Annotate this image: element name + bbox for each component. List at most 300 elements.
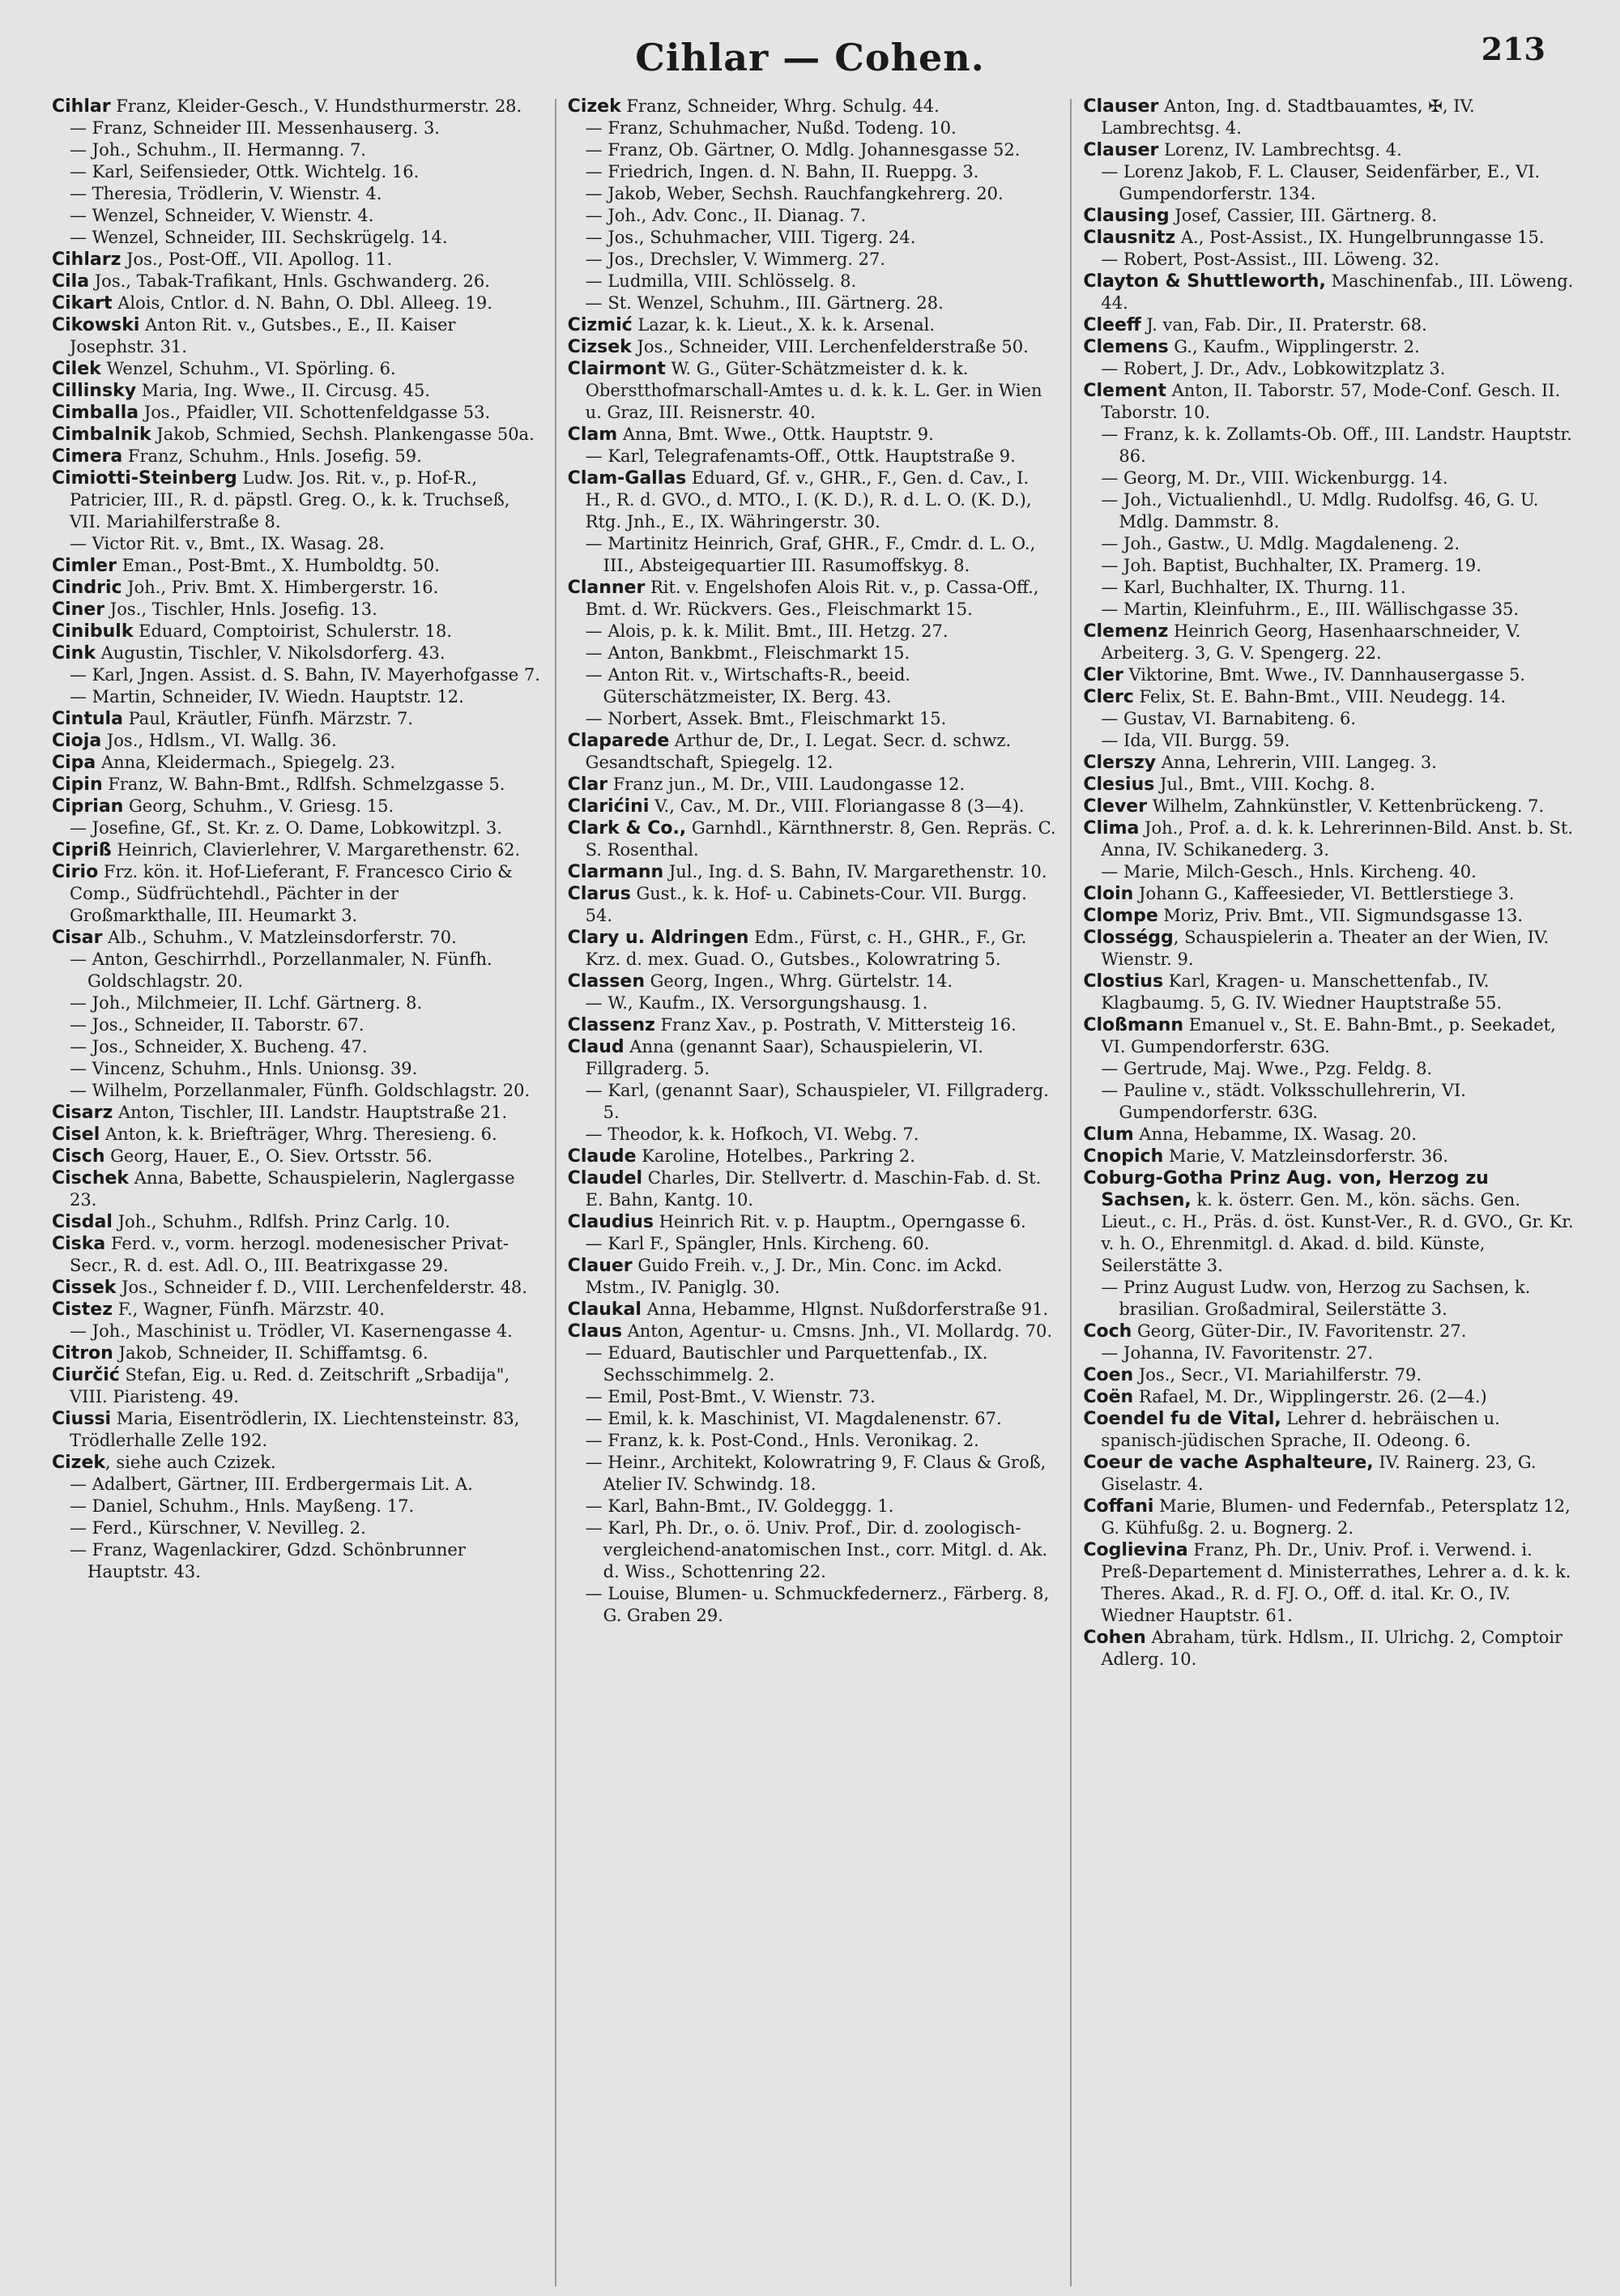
- entry-surname: Cillinsky: [52, 381, 137, 401]
- directory-entry: [567, 817, 1062, 861]
- entry-text: Alb., Schuhm., V. Matzleinsdorferstr. 70.: [102, 928, 457, 947]
- directory-entry: [52, 992, 544, 1014]
- entry-surname: Clerc: [1083, 687, 1134, 707]
- entry-text: — Jos., Schuhmacher, VIII. Tigerg. 24.: [585, 228, 916, 247]
- entry-surname: Cila: [52, 271, 90, 292]
- entry-surname: Cirio: [52, 862, 99, 882]
- directory-entry: [568, 183, 1059, 205]
- entry-text: Eduard, Gf. v., GHR., F., Gen. d. Cav., I. H., R. d. GVO., d. MTO., I. (K. D.), R. d. L. O. (K. D.), Rtg. Jnh., E., IX. Währingerstr. 30.: [585, 468, 1038, 531]
- directory-entry: [52, 774, 544, 796]
- entry-surname: Cioja: [52, 731, 102, 751]
- entry-surname: Cizek: [567, 96, 621, 117]
- directory-entry: [568, 1517, 1059, 1583]
- directory-entry: [1083, 467, 1575, 489]
- directory-entry: [1083, 1386, 1575, 1408]
- entry-text: Emanuel v., St. E. Bahn-Bmt., p. Seekadet, VI. Gumpendorferstr. 63G.: [1101, 1015, 1562, 1056]
- directory-entry: [568, 1583, 1059, 1627]
- entry-text: Jos., Pfaidler, VII. Schottenfeldgasse 53.: [139, 403, 491, 422]
- directory-entry: [1083, 555, 1575, 577]
- entry-text: A., Post-Assist., IX. Hungelbrunngasse 15.: [1175, 228, 1545, 247]
- entry-text: — Martin, Schneider, IV. Wiedn. Hauptstr. 12.: [70, 687, 464, 706]
- entry-surname: Clemenz: [1083, 621, 1169, 642]
- entry-surname: Coën: [1083, 1387, 1134, 1407]
- entry-text: — Joh., Milchmeier, II. Lchf. Gärtnerg. 8.: [70, 993, 423, 1013]
- entry-text: Georg, Schuhm., V. Griesg. 15.: [123, 796, 394, 816]
- directory-entry: [1083, 336, 1575, 358]
- entry-surname: Cisch: [52, 1146, 105, 1167]
- entry-text: k. k. österr. Gen. M., kön. sächs. Gen. Lieut., c. H., Präs. d. öst. Kunst-Ver., R. d. GVO., Gr. Kr. v. h. O., Ehrenmitgl. d. Akad. d. bild. Künste, Seilerstätte 3.: [1101, 1190, 1580, 1275]
- entry-surname: Clanner: [567, 578, 646, 598]
- entry-text: Viktorine, Bmt. Wwe., IV. Dannhausergasse 5.: [1123, 665, 1526, 685]
- directory-entry: [52, 424, 544, 446]
- directory-entry: [568, 249, 1059, 271]
- directory-entry: [52, 358, 544, 380]
- directory-entry: [1083, 971, 1575, 1014]
- entry-surname: Clark & Co.,: [567, 818, 687, 839]
- directory-entry: [1083, 1539, 1575, 1627]
- directory-entry: [568, 1036, 1059, 1080]
- entry-text: Wilhelm, Zahnkünstler, V. Kettenbrückeng. 7.: [1147, 796, 1545, 816]
- directory-entry: [568, 1430, 1059, 1452]
- entry-text: — Alois, p. k. k. Milit. Bmt., III. Hetzg. 27.: [585, 621, 949, 641]
- entry-surname: Ciussi: [52, 1409, 112, 1429]
- directory-entry: [1083, 905, 1575, 927]
- entry-surname: Clement: [1083, 381, 1166, 401]
- entry-text: , Schauspielerin a. Theater an der Wien, IV. Wienstr. 9.: [1101, 928, 1554, 969]
- entry-text: , siehe auch Czizek.: [105, 1453, 276, 1472]
- directory-entry: [1083, 249, 1575, 271]
- directory-entry: [1083, 730, 1575, 752]
- directory-entry: [52, 292, 544, 314]
- entry-surname: Coglievina: [1083, 1540, 1188, 1560]
- directory-entry: [52, 730, 544, 752]
- directory-entry: [568, 1321, 1059, 1342]
- entry-text: Joh., Schuhm., Rdlfsh. Prinz Carlg. 10.: [112, 1212, 450, 1231]
- entry-text: Franz, Schuhm., Hnls. Josefig. 59.: [122, 446, 422, 466]
- column-1: [52, 96, 544, 2286]
- entry-text: IV. Rainerg. 23, G. Giselastr. 4.: [1101, 1453, 1542, 1494]
- entry-surname: Ciner: [52, 600, 105, 620]
- directory-entry: [1083, 205, 1575, 227]
- entry-text: — Jos., Drechsler, V. Wimmerg. 27.: [585, 250, 886, 269]
- directory-entry: [568, 1342, 1059, 1386]
- entry-text: Heinrich Georg, Hasenhaarschneider, V. Arbeiterg. 3, G. V. Spengerg. 22.: [1101, 621, 1527, 663]
- entry-surname: Clam: [567, 425, 618, 445]
- entry-text: Jos., Schneider f. D., VIII. Lerchenfelderstr. 48.: [116, 1278, 527, 1297]
- entry-surname: Cinibulk: [52, 621, 134, 642]
- directory-entry: [568, 446, 1059, 467]
- entry-surname: Claukal: [567, 1300, 642, 1320]
- directory-entry: [568, 708, 1059, 730]
- page-number: 213: [1481, 31, 1545, 67]
- entry-text: Anna, Hebamme, IX. Wasag. 20.: [1133, 1125, 1418, 1144]
- directory-entry: [52, 96, 544, 117]
- directory-entry: [52, 380, 544, 402]
- entry-text: Garnhdl., Kärnthnerstr. 8, Gen. Repräs. C. S. Rosenthal.: [585, 818, 1062, 860]
- entry-text: — Robert, Post-Assist., III. Löweng. 32.: [1101, 250, 1440, 269]
- entry-surname: Cisdal: [52, 1212, 113, 1232]
- entry-surname: Clauser: [1083, 140, 1159, 160]
- page-header: [0, 31, 1620, 104]
- directory-entry: [568, 1299, 1059, 1321]
- directory-entry: [52, 1014, 544, 1036]
- directory-entry: [1083, 227, 1575, 249]
- entry-surname: Citron: [52, 1343, 113, 1364]
- directory-entry: [1083, 796, 1575, 817]
- directory-entry: [568, 1233, 1059, 1255]
- entry-surname: Coeur de vache Asphalteure,: [1083, 1453, 1374, 1473]
- entry-text: Anna (genannt Saar), Schauspielerin, VI. Fillgraderg. 5.: [585, 1037, 989, 1078]
- entry-text: V., Cav., M. Dr., VIII. Floriangasse 8 (3—4).: [649, 796, 1025, 816]
- directory-entry: [52, 467, 544, 533]
- entry-text: Anton, II. Taborstr. 57, Mode-Conf. Gesch. II. Taborstr. 10.: [1101, 381, 1566, 422]
- entry-surname: Cihlar: [52, 96, 111, 117]
- entry-text: Franz, Ph. Dr., Univ. Prof. i. Verwend. i. Preß-Departement d. Ministerrathes, Lehrer a. d. k. k. Theres. Akad., R. d. FJ. O., Off. d. ital. Kr. O., IV. Wiedner Hauptstr. 61.: [1101, 1540, 1577, 1625]
- entry-surname: Cizsek: [567, 337, 632, 357]
- entry-text: Anton, Ing. d. Stadtbauamtes, ✠, IV. Lambrechtsg. 4.: [1101, 96, 1481, 138]
- directory-entry: [52, 1080, 544, 1102]
- entry-surname: Cleeff: [1083, 315, 1141, 335]
- directory-entry: [52, 664, 544, 686]
- entry-surname: Cisarz: [52, 1103, 113, 1123]
- entry-text: — Prinz August Ludw. von, Herzog zu Sachsen, k. brasilian. Großadmiral, Seilerstätte 3.: [1101, 1278, 1537, 1319]
- entry-text: — Marie, Milch-Gesch., Hnls. Kircheng. 40.: [1101, 862, 1477, 881]
- entry-text: Jul., Bmt., VIII. Kochg. 8.: [1154, 775, 1375, 794]
- entry-text: — Karl F., Spängler, Hnls. Kircheng. 60.: [585, 1234, 930, 1253]
- entry-surname: Clima: [1083, 818, 1140, 839]
- entry-text: Ferd. v., vorm. herzogl. modenesischer Privat-Secr., R. d. est. Adl. O., III. Beatrixgasse 29.: [70, 1234, 509, 1275]
- entry-text: Georg, Güter-Dir., IV. Favoritenstr. 27.: [1132, 1321, 1467, 1341]
- entry-text: — Ida, VII. Burgg. 59.: [1101, 731, 1290, 750]
- directory-entry: [568, 1014, 1059, 1036]
- directory-entry: [1083, 1146, 1575, 1167]
- entry-text: Guido Freih. v., J. Dr., Min. Conc. im Ackd. Mstm., IV. Paniglg. 30.: [585, 1256, 1008, 1297]
- directory-entry: [1083, 861, 1575, 883]
- entry-surname: Clompe: [1083, 906, 1158, 926]
- directory-entry: [1083, 139, 1575, 161]
- entry-text: Jos., Schneider, VIII. Lerchenfelderstraße 50.: [631, 337, 1029, 356]
- directory-entry: [568, 642, 1059, 664]
- directory-entry: [52, 817, 544, 839]
- directory-entry: [52, 205, 544, 227]
- directory-entry: [568, 1124, 1059, 1146]
- entry-text: Anton, Agentur- u. Cmsns. Jnh., VI. Mollardg. 70.: [621, 1321, 1052, 1341]
- directory-entry: [1083, 1364, 1575, 1386]
- directory-entry: [568, 336, 1059, 358]
- directory-entry: [1083, 883, 1575, 905]
- directory-entry: [1083, 1277, 1575, 1321]
- entry-surname: Clar: [567, 775, 608, 795]
- entry-text: J. van, Fab. Dir., II. Praterstr. 68.: [1140, 315, 1427, 335]
- entry-text: Franz Xav., p. Postrath, V. Mittersteig 16.: [654, 1015, 1017, 1035]
- entry-text: — Jos., Schneider, X. Bucheng. 47.: [70, 1037, 368, 1056]
- entry-text: Gust., k. k. Hof- u. Cabinets-Cour. VII. Burgg. 54.: [585, 884, 1033, 925]
- entry-text: — Johanna, IV. Favoritenstr. 27.: [1101, 1343, 1374, 1363]
- directory-entry: [52, 686, 544, 708]
- entry-text: Josef, Cassier, III. Gärtnerg. 8.: [1169, 206, 1438, 225]
- directory-entry: [1083, 1014, 1575, 1058]
- entry-text: Marie, Blumen- und Federnfab., Petersplatz 12, G. Kühfußg. 2. u. Bognerg. 2.: [1101, 1496, 1576, 1538]
- directory-entry: [52, 796, 544, 817]
- entry-surname: Claud: [567, 1037, 625, 1057]
- directory-entry: [568, 96, 1059, 117]
- directory-entry: [1083, 1342, 1575, 1364]
- entry-surname: Cindric: [52, 578, 122, 598]
- directory-entry: [568, 1146, 1059, 1167]
- entry-text: — Vincenz, Schuhm., Hnls. Unionsg. 39.: [70, 1059, 418, 1078]
- entry-text: Arthur de, Dr., I. Legat. Secr. d. schwz. Gesandtschaft, Spiegelg. 12.: [585, 731, 1017, 772]
- entry-surname: Clarus: [567, 884, 631, 904]
- directory-entry: [568, 271, 1059, 292]
- entry-text: — Daniel, Schuhm., Hnls. Mayßeng. 17.: [70, 1496, 415, 1516]
- directory-entry: [1083, 380, 1575, 424]
- entry-text: — Wenzel, Schneider, V. Wienstr. 4.: [70, 206, 374, 225]
- directory-entry: [52, 446, 544, 467]
- directory-entry: [568, 971, 1059, 992]
- columns: [52, 96, 1580, 2286]
- directory-entry: [52, 1299, 544, 1321]
- directory-entry: [568, 621, 1059, 642]
- directory-entry: [1083, 577, 1575, 599]
- directory-entry: [568, 1452, 1059, 1496]
- directory-entry: [52, 402, 544, 424]
- entry-text: — Karl, Seifensieder, Ottk. Wichtelg. 16.: [70, 162, 420, 181]
- entry-text: Eduard, Comptoirist, Schulerstr. 18.: [133, 621, 453, 641]
- entry-text: Franz, W. Bahn-Bmt., Rdlfsh. Schmelzgasse 5.: [102, 775, 505, 794]
- directory-entry: [568, 1211, 1059, 1233]
- entry-text: — Lorenz Jakob, F. L. Clauser, Seidenfärber, E., VI. Gumpendorferstr. 134.: [1101, 162, 1545, 203]
- entry-surname: Cimler: [52, 556, 117, 576]
- entry-surname: Cissek: [52, 1278, 117, 1298]
- entry-text: Ludw. Jos. Rit. v., p. Hof-R., Patricier, III., R. d. päpstl. Greg. O., k. k. Truchseß, VII. Mariahilferstraße 8.: [70, 468, 516, 531]
- directory-entry: [52, 621, 544, 642]
- directory-entry: [52, 227, 544, 249]
- entry-text: — Joh., Adv. Conc., II. Dianag. 7.: [585, 206, 867, 225]
- directory-entry: [568, 117, 1059, 139]
- entry-surname: Cipa: [52, 753, 96, 773]
- entry-text: Felix, St. E. Bahn-Bmt., VIII. Neudegg. 14.: [1133, 687, 1506, 706]
- directory-entry: [52, 1474, 544, 1496]
- entry-surname: Cisel: [52, 1125, 100, 1145]
- entry-text: Anna, Lehrerin, VIII. Langeg. 3.: [1156, 753, 1437, 772]
- directory-entry: [568, 1408, 1059, 1430]
- directory-entry: [568, 1167, 1059, 1211]
- entry-text: — Karl, Jngen. Assist. d. S. Bahn, IV. Mayerhofgasse 7.: [70, 665, 540, 685]
- entry-text: Jakob, Schmied, Sechsh. Plankengasse 50a.: [151, 425, 535, 444]
- entry-surname: Cler: [1083, 665, 1123, 685]
- entry-surname: Clary u. Aldringen: [567, 928, 749, 948]
- entry-surname: Claus: [567, 1321, 622, 1342]
- entry-surname: Ciurčić: [52, 1365, 120, 1385]
- directory-entry: [1083, 1167, 1580, 1277]
- entry-text: — Ferd., Kürschner, V. Nevilleg. 2.: [70, 1518, 366, 1538]
- directory-entry: [52, 1364, 544, 1408]
- entry-surname: Cipin: [52, 775, 103, 795]
- entry-text: Maria, Eisentrödlerin, IX. Liechtensteinstr. 83, Trödlerhalle Zelle 192.: [70, 1409, 526, 1450]
- entry-text: — Joh., Schuhm., II. Hermanng. 7.: [70, 140, 366, 160]
- entry-surname: Cikowski: [52, 315, 140, 335]
- entry-text: Augustin, Tischler, V. Nikolsdorferg. 43.: [95, 643, 446, 663]
- entry-text: Jos., Tabak-Trafikant, Hnls. Gschwanderg. 26.: [89, 271, 490, 291]
- entry-text: — Karl, (genannt Saar), Schauspieler, VI. Fillgraderg. 5.: [585, 1081, 1055, 1122]
- directory-entry: [1083, 927, 1575, 971]
- entry-text: Jul., Ing. d. S. Bahn, IV. Margarethenstr. 10.: [663, 862, 1047, 881]
- directory-entry: [52, 1321, 544, 1342]
- directory-entry: [568, 205, 1059, 227]
- entry-text: Lehrer d. hebräischen u. spanisch-jüdischen Sprache, II. Odeong. 6.: [1101, 1409, 1506, 1450]
- entry-surname: Classen: [567, 971, 645, 992]
- entry-text: Franz jun., M. Dr., VIII. Laudongasse 12.: [608, 775, 966, 794]
- directory-entry: [52, 1233, 544, 1277]
- entry-text: Franz, Schneider, Whrg. Schulg. 44.: [620, 96, 940, 116]
- entry-text: — Karl, Bahn-Bmt., IV. Goldeggg. 1.: [585, 1496, 894, 1516]
- entry-text: Charles, Dir. Stellvertr. d. Maschin-Fab. d. St. E. Bahn, Kantg. 10.: [585, 1168, 1047, 1210]
- directory-entry: [568, 992, 1059, 1014]
- entry-surname: Cimiotti-Steinberg: [52, 468, 237, 489]
- directory-entry: [568, 358, 1059, 424]
- column-2: [567, 96, 1062, 2286]
- entry-surname: Clever: [1083, 796, 1148, 817]
- directory-entry: [52, 599, 544, 621]
- entry-text: — Gertrude, Maj. Wwe., Pzg. Feldg. 8.: [1101, 1059, 1433, 1078]
- entry-text: Anton, Tischler, III. Landstr. Hauptstraße 21.: [113, 1103, 508, 1122]
- directory-entry: [568, 314, 1059, 336]
- directory-entry: [1083, 708, 1575, 730]
- entry-text: — Victor Rit. v., Bmt., IX. Wasag. 28.: [70, 534, 385, 553]
- entry-surname: Closségg: [1083, 928, 1174, 948]
- directory-entry: [52, 752, 544, 774]
- entry-surname: Clam-Gallas: [567, 468, 687, 489]
- entry-surname: Claudius: [567, 1212, 654, 1232]
- entry-text: Jos., Post-Off., VII. Apollog. 11.: [121, 250, 393, 269]
- directory-entry: [1083, 1124, 1575, 1146]
- entry-text: — Theodor, k. k. Hofkoch, VI. Webg. 7.: [585, 1125, 919, 1144]
- entry-text: Jos., Secr., VI. Mariahilferstr. 79.: [1133, 1365, 1422, 1385]
- entry-text: — Anton Rit. v., Wirtschafts-R., beeid. Güterschätzmeister, IX. Berg. 43.: [585, 665, 916, 706]
- entry-text: — St. Wenzel, Schuhm., III. Gärtnerg. 28.: [585, 293, 944, 313]
- entry-surname: Clum: [1083, 1125, 1134, 1145]
- directory-entry: [52, 1124, 544, 1146]
- directory-entry: [568, 1496, 1059, 1517]
- directory-entry: [568, 796, 1059, 817]
- directory-entry: [52, 555, 544, 577]
- entry-surname: Cloßmann: [1083, 1015, 1184, 1035]
- entry-surname: Coch: [1083, 1321, 1132, 1342]
- directory-entry: [52, 949, 544, 992]
- directory-entry: [52, 1058, 544, 1080]
- entry-text: Lazar, k. k. Lieut., X. k. k. Arsenal.: [632, 315, 936, 335]
- entry-surname: Classenz: [567, 1015, 655, 1035]
- entry-text: — Josefine, Gf., St. Kr. z. O. Dame, Lobkowitzpl. 3.: [70, 818, 502, 838]
- directory-entry: [1083, 1452, 1575, 1496]
- entry-surname: Cimbalnik: [52, 425, 151, 445]
- entry-text: — Franz, Schneider III. Messenhauserg. 3.: [70, 118, 440, 138]
- directory-entry: [1083, 1627, 1575, 1671]
- directory-entry: [568, 883, 1059, 927]
- entry-surname: Clerszy: [1083, 753, 1157, 773]
- directory-entry: [568, 577, 1059, 621]
- entry-text: — Pauline v., städt. Volksschullehrerin, VI. Gumpendorferstr. 63G.: [1101, 1081, 1472, 1122]
- entry-surname: Clesius: [1083, 775, 1155, 795]
- directory-entry: [52, 1408, 544, 1452]
- entry-text: Jos., Tischler, Hnls. Josefig. 13.: [104, 600, 377, 619]
- directory-entry: [1083, 1408, 1575, 1452]
- directory-entry: [568, 730, 1059, 774]
- entry-surname: Cloin: [1083, 884, 1134, 904]
- directory-entry: [1083, 96, 1575, 139]
- directory-entry: [1083, 358, 1575, 380]
- directory-entry: [1083, 817, 1579, 861]
- directory-entry: [52, 1496, 544, 1517]
- directory-entry: [568, 424, 1059, 446]
- entry-text: — Georg, M. Dr., VIII. Wickenburgg. 14.: [1101, 468, 1448, 488]
- entry-text: — Jakob, Weber, Sechsh. Rauchfangkehrerg. 20.: [585, 184, 1004, 203]
- directory-entry: [568, 1386, 1059, 1408]
- column-divider: [555, 99, 556, 2286]
- entry-surname: Clayton & Shuttleworth,: [1083, 271, 1326, 292]
- entry-text: Anna, Babette, Schauspielerin, Naglergasse 23.: [70, 1168, 521, 1210]
- entry-text: Franz, Kleider-Gesch., V. Hundsthurmerstr. 28.: [110, 96, 522, 116]
- entry-surname: Clairmont: [567, 359, 666, 379]
- entry-text: Abraham, türk. Hdlsm., II. Ulrichg. 2, Comptoir Adlerg. 10.: [1101, 1628, 1568, 1669]
- entry-text: — Franz, k. k. Zollamts-Ob. Off., III. Landstr. Hauptstr. 86.: [1101, 425, 1578, 466]
- entry-surname: Cikart: [52, 293, 113, 314]
- entry-surname: Ciska: [52, 1234, 106, 1254]
- entry-text: Paul, Kräutler, Fünfh. Märzstr. 7.: [122, 709, 414, 728]
- entry-text: G., Kaufm., Wipplingerstr. 2.: [1168, 337, 1420, 356]
- directory-entry: [568, 1080, 1059, 1124]
- entry-text: Anna, Bmt. Wwe., Ottk. Hauptstr. 9.: [617, 425, 934, 444]
- entry-text: — Anton, Bankbmt., Fleischmarkt 15.: [585, 643, 910, 663]
- directory-entry: [1083, 664, 1575, 686]
- entry-surname: Clostius: [1083, 971, 1164, 992]
- entry-surname: Cimballa: [52, 403, 139, 423]
- directory-entry: [52, 577, 544, 599]
- entry-surname: Ciprian: [52, 796, 124, 817]
- entry-surname: Coburg-Gotha Prinz Aug. von, Herzog zu Sachsen,: [1083, 1168, 1495, 1210]
- entry-text: Lorenz, IV. Lambrechtsg. 4.: [1158, 140, 1402, 160]
- entry-text: Joh., Priv. Bmt. X. Himbergerstr. 16.: [122, 578, 439, 597]
- entry-surname: Claparede: [567, 731, 670, 751]
- directory-entry: [1083, 1080, 1575, 1124]
- directory-entry: [1083, 599, 1575, 621]
- entry-surname: Clarmann: [567, 862, 664, 882]
- entry-surname: Coendel fu de Vital,: [1083, 1409, 1281, 1429]
- directory-entry: [52, 1539, 544, 1583]
- directory-entry: [568, 1255, 1059, 1299]
- directory-entry: [1083, 489, 1575, 533]
- directory-entry: [1083, 752, 1575, 774]
- running-head: Cihlar — Cohen.: [635, 36, 985, 79]
- entry-text: Heinrich Rit. v. p. Hauptm., Operngasse 6.: [653, 1212, 1026, 1231]
- directory-entry: [52, 861, 544, 927]
- entry-text: — Joh., Victualienhdl., U. Mdlg. Rudolfsg. 46, G. U. Mdlg. Dammstr. 8.: [1101, 490, 1545, 531]
- entry-text: Anton, k. k. Briefträger, Whrg. Theresieng. 6.: [100, 1125, 497, 1144]
- entry-text: Anna, Hebamme, Hlgnst. Nußdorferstraße 91.: [641, 1300, 1049, 1319]
- directory-entry: [52, 1146, 544, 1167]
- entry-text: — Martin, Kleinfuhrm., E., III. Wällischgasse 35.: [1101, 600, 1520, 619]
- entry-surname: Cizek: [52, 1453, 106, 1473]
- directory-entry: [52, 117, 544, 139]
- entry-text: W. G., Güter-Schätzmeister d. k. k. Oberstthofmarschall-Amtes u. d. k. k. L. Ger. in Wien u. Graz, III. Reisnerstr. 40.: [585, 359, 1048, 422]
- entry-surname: Clarićini: [567, 796, 650, 817]
- directory-entry: [1083, 1321, 1575, 1342]
- entry-text: Marie, V. Matzleinsdorferstr. 36.: [1163, 1146, 1449, 1166]
- entry-text: Joh., Prof. a. d. k. k. Lehrerinnen-Bild. Anst. b. St. Anna, IV. Schikanederg. 3.: [1101, 818, 1579, 860]
- entry-text: Alois, Cntlor. d. N. Bahn, O. Dbl. Alleeg. 19.: [112, 293, 492, 313]
- entry-text: — Gustav, VI. Barnabiteng. 6.: [1101, 709, 1357, 728]
- column-divider: [1070, 99, 1072, 2286]
